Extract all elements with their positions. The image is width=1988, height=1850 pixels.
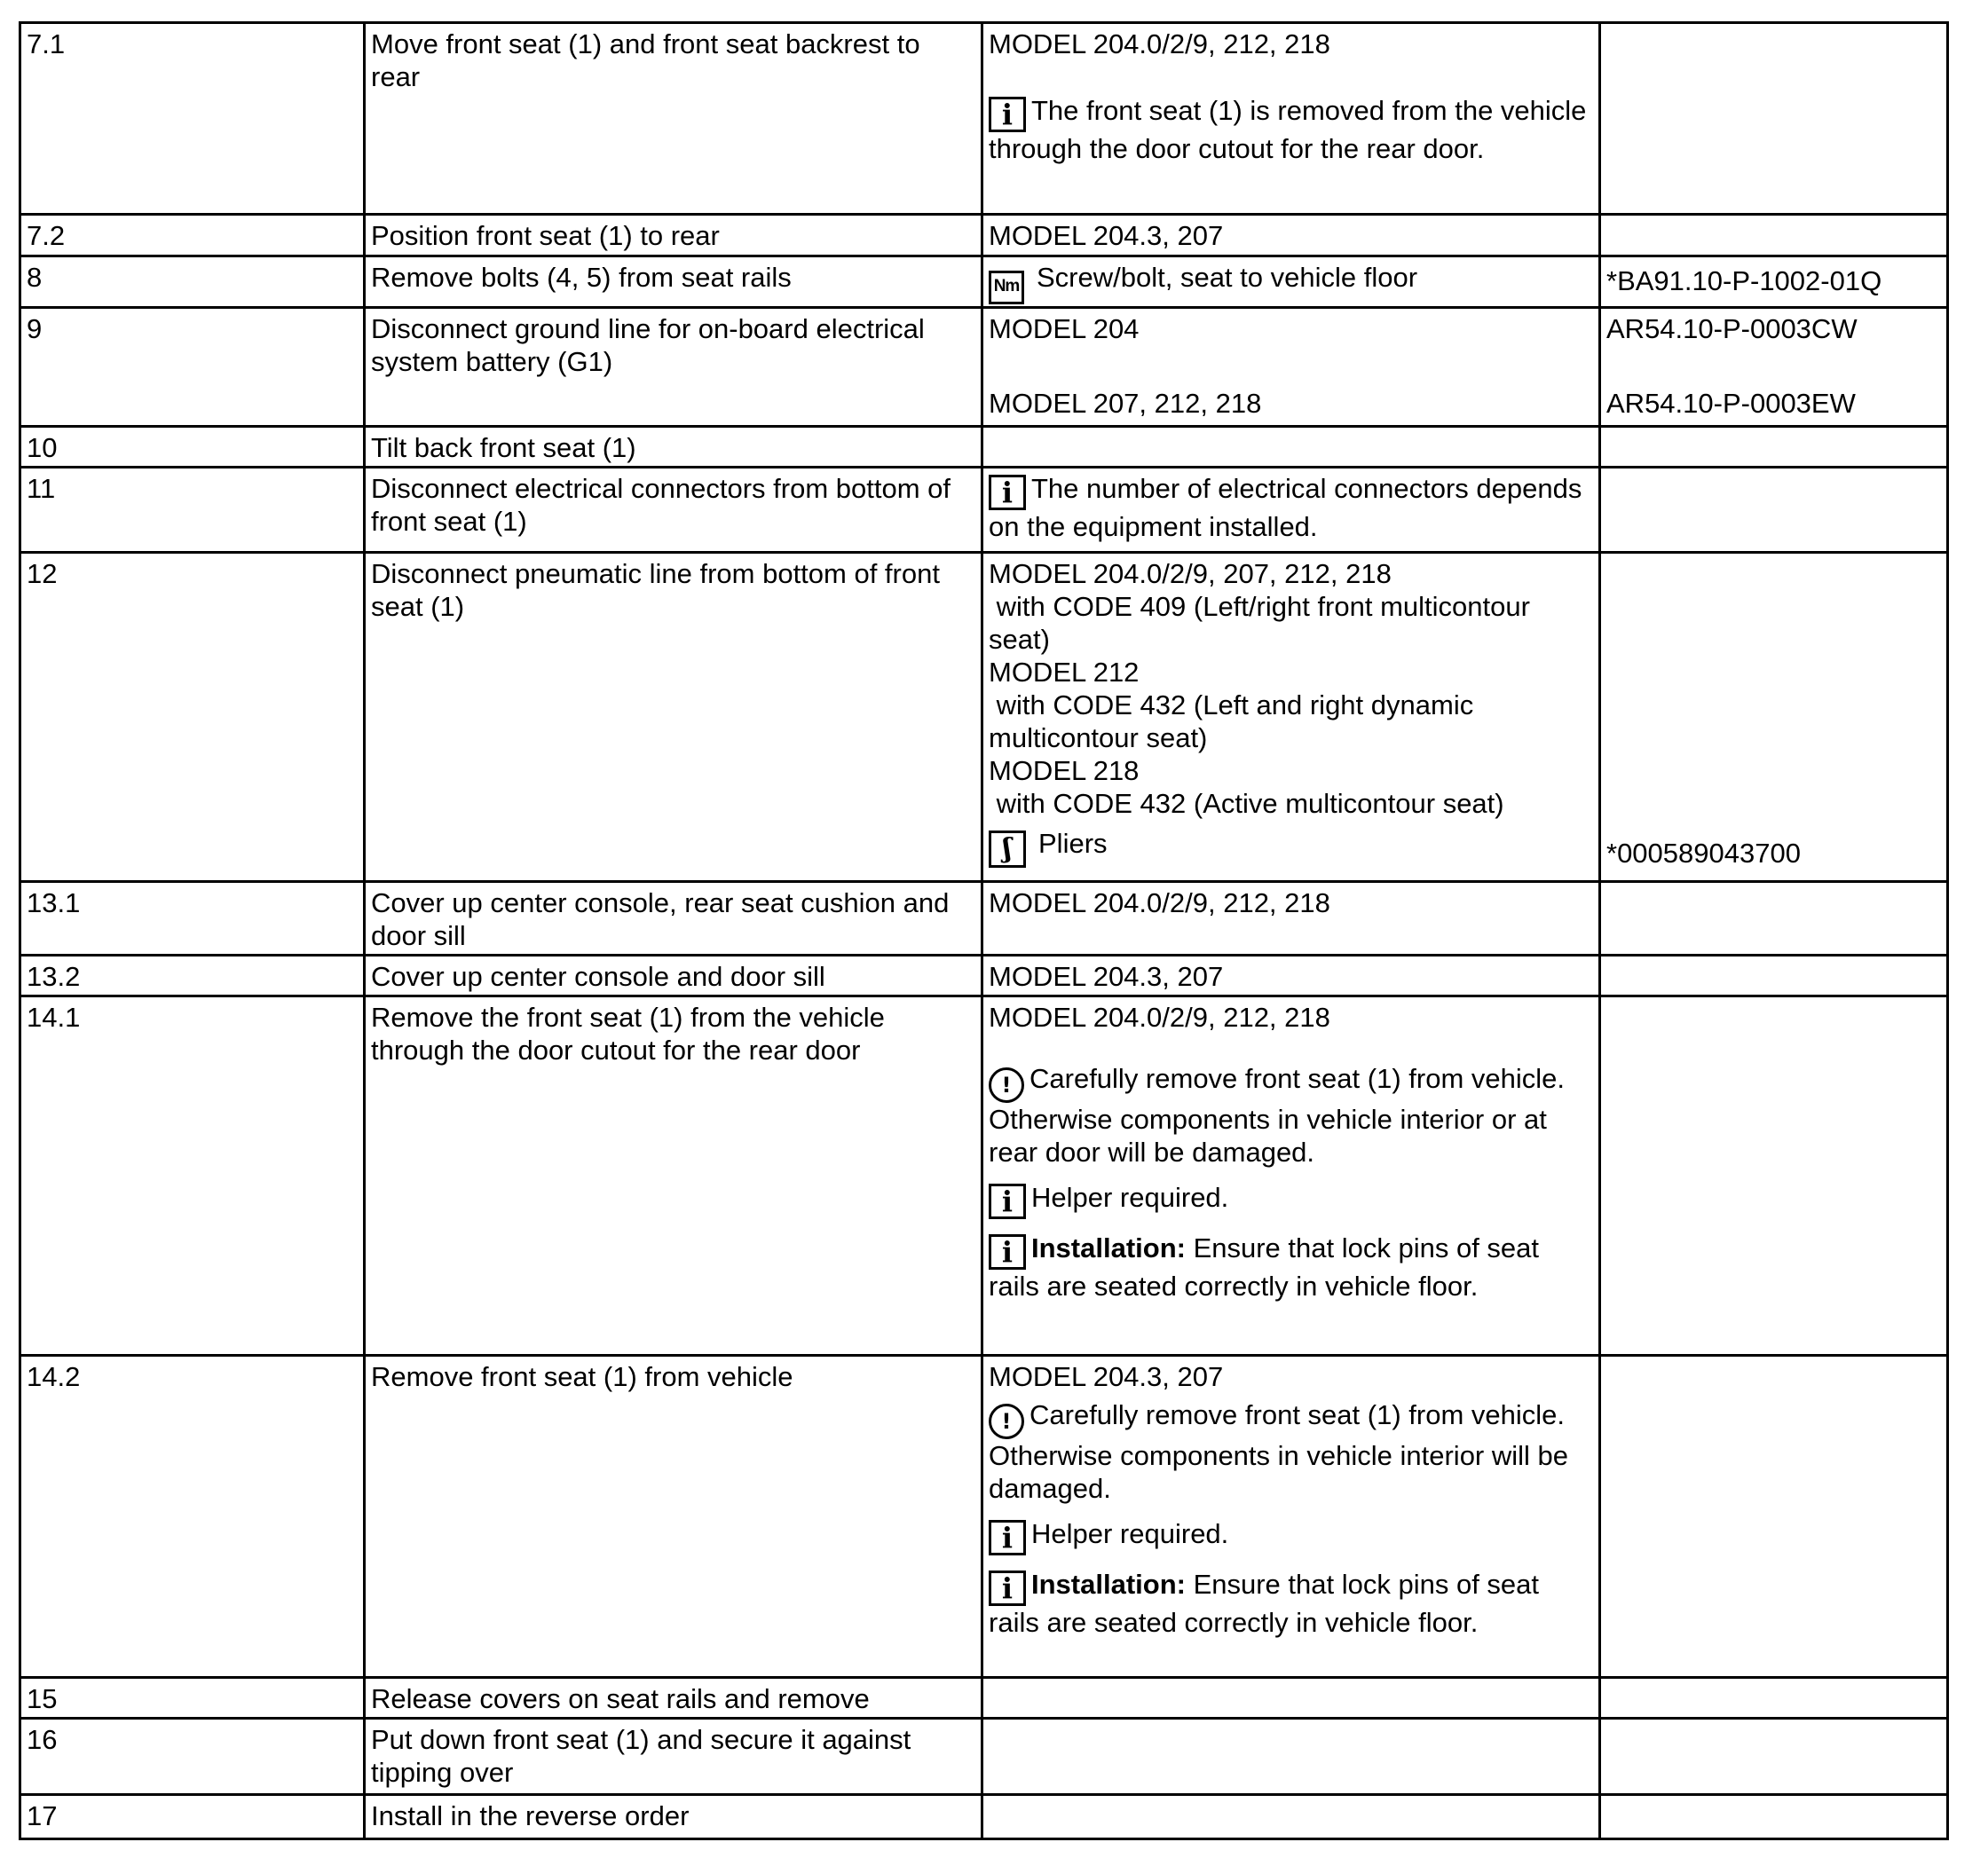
- info-note: [989, 1568, 1591, 1639]
- step-notes: [982, 1795, 1600, 1839]
- step-action: Cover up center console, rear seat cushion and door sill: [365, 882, 982, 956]
- step-action: Disconnect ground line for on-board electrical system battery (G1): [365, 308, 982, 427]
- info-icon: i: [989, 475, 1026, 510]
- installation-label: Installation:: [1031, 1569, 1186, 1600]
- table-row: [20, 308, 1948, 427]
- reference-link[interactable]: *BA91.10-P-1002-01Q: [1606, 265, 1882, 296]
- step-number: 7.2: [20, 215, 365, 256]
- step-notes: [982, 256, 1600, 308]
- step-reference: [1600, 882, 1948, 956]
- model-applicability: MODEL 207, 212, 218: [989, 388, 1262, 419]
- model-applicability: MODEL 204: [989, 313, 1140, 344]
- model-applicability: MODEL 204.0/2/9, 212, 218: [989, 28, 1330, 59]
- info-note: [989, 1181, 1591, 1219]
- model-applicability: MODEL 204.3, 207: [989, 1361, 1224, 1392]
- step-action: Remove bolts (4, 5) from seat rails: [365, 256, 982, 308]
- step-notes: [982, 308, 1600, 427]
- info-note-text: The front seat (1) is removed from the vehicle through the door cutout for the rear door.: [989, 95, 1595, 164]
- table-row: [20, 956, 1948, 996]
- info-note-text: Helper required.: [1031, 1518, 1229, 1549]
- info-note-text: Helper required.: [1031, 1182, 1229, 1213]
- step-reference: [1600, 1356, 1948, 1678]
- code-applicability: with CODE 432 (Left and right dynamic multicontour seat): [989, 689, 1481, 753]
- step-reference: [1600, 553, 1948, 882]
- model-applicability: MODEL 204.0/2/9, 207, 212, 218: [989, 558, 1392, 589]
- caution-text: Carefully remove front seat (1) from vehicle.: [1030, 1063, 1565, 1094]
- tool-label: Pliers: [1038, 828, 1108, 859]
- caution-detail: Otherwise components in vehicle interior or at rear door will be damaged.: [989, 1104, 1555, 1168]
- torque-spec-label: Screw/bolt, seat to vehicle floor: [1037, 262, 1418, 293]
- info-icon: i: [989, 97, 1026, 132]
- table-row: [20, 996, 1948, 1356]
- step-number: 16: [20, 1719, 365, 1795]
- info-note-text: The number of electrical connectors depends on the equipment installed.: [989, 473, 1590, 542]
- table-row: [20, 1678, 1948, 1719]
- step-number: 14.2: [20, 1356, 365, 1678]
- step-number: 15: [20, 1678, 365, 1719]
- installation-label: Installation:: [1031, 1232, 1186, 1264]
- model-applicability: MODEL 204.3, 207: [989, 961, 1224, 992]
- step-number: 7.1: [20, 23, 365, 215]
- step-number: 11: [20, 468, 365, 553]
- info-note: [989, 1232, 1591, 1303]
- step-notes: [982, 1719, 1600, 1795]
- step-notes: [982, 23, 1600, 215]
- step-notes: [982, 882, 1600, 956]
- step-notes: [982, 215, 1600, 256]
- step-reference[interactable]: [1600, 256, 1948, 308]
- model-applicability: MODEL 212: [989, 657, 1140, 688]
- info-icon: i: [989, 1571, 1026, 1606]
- step-action: Install in the reverse order: [365, 1795, 982, 1839]
- step-number: 14.1: [20, 996, 365, 1356]
- step-number: 13.2: [20, 956, 365, 996]
- step-reference: [1600, 1795, 1948, 1839]
- installation-text: Ensure that lock pins of seat rails are seated correctly in vehicle floor.: [989, 1569, 1540, 1638]
- step-notes: [982, 553, 1600, 882]
- info-icon: i: [989, 1184, 1026, 1219]
- step-reference: [1600, 468, 1948, 553]
- procedure-table: [19, 21, 1949, 1840]
- code-applicability: with CODE 409 (Left/right front multicontour seat): [989, 591, 1538, 655]
- step-notes: [982, 427, 1600, 468]
- table-row: [20, 23, 1948, 215]
- model-applicability: MODEL 204.0/2/9, 212, 218: [989, 887, 1330, 918]
- step-number: 10: [20, 427, 365, 468]
- step-number: 9: [20, 308, 365, 427]
- table-row: [20, 1795, 1948, 1839]
- caution-icon: !: [989, 1067, 1024, 1103]
- model-applicability: MODEL 218: [989, 755, 1140, 786]
- table-row: [20, 1719, 1948, 1795]
- info-note: [989, 94, 1595, 165]
- caution-note: [989, 1398, 1591, 1439]
- step-action: Position front seat (1) to rear: [365, 215, 982, 256]
- code-applicability: with CODE 432 (Active multicontour seat): [989, 788, 1504, 819]
- table-row: [20, 882, 1948, 956]
- installation-text: Ensure that lock pins of seat rails are seated correctly in vehicle floor.: [989, 1232, 1540, 1302]
- caution-icon: !: [989, 1404, 1024, 1439]
- step-action: Disconnect pneumatic line from bottom of front seat (1): [365, 553, 982, 882]
- model-applicability: MODEL 204.0/2/9, 212, 218: [989, 1002, 1330, 1033]
- step-action: Remove front seat (1) from vehicle: [365, 1356, 982, 1678]
- step-number: 8: [20, 256, 365, 308]
- table-row: [20, 256, 1948, 308]
- step-action: Move front seat (1) and front seat backrest to rear: [365, 23, 982, 215]
- info-icon: i: [989, 1520, 1026, 1555]
- step-reference: [1600, 427, 1948, 468]
- step-reference: [1600, 956, 1948, 996]
- step-action: Release covers on seat rails and remove: [365, 1678, 982, 1719]
- step-action: Disconnect electrical connectors from bottom of front seat (1): [365, 468, 982, 553]
- reference-link[interactable]: *000589043700: [1606, 838, 1801, 869]
- reference-link[interactable]: AR54.10-P-0003EW: [1606, 388, 1856, 419]
- info-icon: i: [989, 1234, 1026, 1270]
- step-notes: [982, 996, 1600, 1356]
- caution-note: [989, 1062, 1591, 1103]
- step-notes: [982, 468, 1600, 553]
- caution-detail: Otherwise components in vehicle interior will be damaged.: [989, 1440, 1576, 1504]
- model-applicability: MODEL 204.3, 207: [989, 220, 1224, 251]
- step-reference: [1600, 23, 1948, 215]
- step-number: 13.1: [20, 882, 365, 956]
- step-reference: [1600, 215, 1948, 256]
- table-row: [20, 553, 1948, 882]
- pliers-icon: ʃ: [989, 831, 1026, 868]
- table-row: [20, 215, 1948, 256]
- step-number: 12: [20, 553, 365, 882]
- step-notes: [982, 956, 1600, 996]
- step-reference: [1600, 996, 1948, 1356]
- step-action: Tilt back front seat (1): [365, 427, 982, 468]
- step-reference: [1600, 1678, 1948, 1719]
- table-row: [20, 468, 1948, 553]
- table-row: [20, 1356, 1948, 1678]
- step-reference: [1600, 308, 1948, 427]
- step-action: Put down front seat (1) and secure it against tipping over: [365, 1719, 982, 1795]
- info-note: [989, 472, 1591, 543]
- torque-spec: [989, 261, 1591, 304]
- step-reference: [1600, 1719, 1948, 1795]
- step-action: Cover up center console and door sill: [365, 956, 982, 996]
- info-note: [989, 1517, 1591, 1555]
- tool-spec: [989, 827, 1591, 868]
- step-notes: [982, 1356, 1600, 1678]
- step-action: Remove the front seat (1) from the vehicle through the door cutout for the rear door: [365, 996, 982, 1356]
- step-number: 17: [20, 1795, 365, 1839]
- reference-link[interactable]: AR54.10-P-0003CW: [1606, 313, 1858, 344]
- torque-icon: Nm: [989, 271, 1024, 304]
- step-notes: [982, 1678, 1600, 1719]
- table-row: [20, 427, 1948, 468]
- caution-text: Carefully remove front seat (1) from vehicle.: [1030, 1399, 1565, 1430]
